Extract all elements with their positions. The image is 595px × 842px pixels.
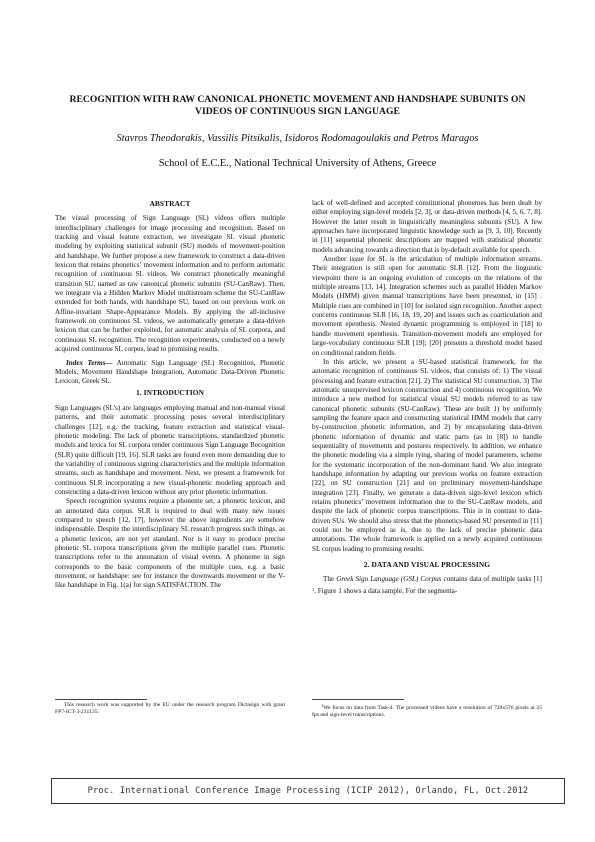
intro-heading: 1. INTRODUCTION [135,387,205,397]
p4-prefix: The [323,575,337,584]
footnote-ref-1: 1 [312,586,315,592]
footnote-left [55,702,285,716]
paper-authors: Stavros Theodorakis, Vassilis Pitsikalis, Isidoros Rodomagoulakis and Petros Maragos [116,133,479,144]
right-paragraph-3: In this article, we present a SU-based statistical framework, for the automatic recognition of continuous SL videos, that consists of: 1) The visual processing and feature extraction [21]. 2) The statistical SU construction. 3) The automatic unsupervised lexicon construction and 4) continuous recognition. We introduce a new method for statistical visual SU models referred to as raw canonical phonetic subunits (SU-CanRaw). These are built 1) by uniformly sampling the feature space and constructing statistical HMM models that carry by-construction phonetic information, and 2) by encapsulating data-driven phonetic information of dynamic and static parts (as in [8]) to handle sequentiality of movements and postures respectively. In addition, we enhance the phonetic modeling via a simple tying, sharing of model parameters, scheme for the systematic incorporation of the non-dominant hand. We also integrate handshape information by adapting our previous works on feature extraction [22], on SU construction [21] and on preliminary movement-handshape integration [23]. Finally, we generate a data-driven sign-level lexicon which retains phonetics’ movement information due to the SU-CanRaw models, and despite the lack of phonetic corpus transcriptions. This is in contrast to data-driven SUs. We should also stress that the phonetics-based SU presented in [11] could not be employed as is, due to the lack of precise phonetic data annotations. The whole framework is applied on a newly acquired continuous SL corpus leading to promising results. [312,357,542,553]
intro-paragraph-1: Sign Languages (SL’s) are languages employing manual and non-manual visual patterns, and their automatic processing poses several interdisciplinary challenges [12], e.g. the tracking, feature extraction and statistical visual-phonetic modeling. The lack of phonetic transcriptions, standardized phonetic models and lexica for SL corpora render continuous Sign Language Recognition (SLR) quite difficult [19, 16]. SLR tasks are found even more demanding due to the variability of continuous signing characteristics and the multiple information streams, such as handshape and movement. Next, we present a framework for continuous SLR incorporating a new visual-phonetic modeling approach and constructing a data-driven lexicon without any prior phonetic information. [55,403,285,496]
footnote-rule-right [312,699,404,700]
right-paragraph-1: lack of well-defined and accepted constitutional phonemes has been dealt by either employing sign-level models [2, 3], or data-driven methods [4, 5, 6, 7, 8]. However the latter result in linguistically meaningless subunits (SU). A few approaches have incorporated linguistic knowledge such as [9, 3, 10]. Recently in [11] sequential phonetic descriptions are mapped with statistical phonetic models advancing towards a direction that is by-default available for speech. [312,199,542,254]
index-terms [55,359,285,387]
footnote-right-body: We focus on data from Task-4. The processed videos have a resolution of 720x576 pixels at 25 fps and sign-level transcriptions. [312,705,542,719]
paper-affiliation: School of E.C.E., National Technical University of Athens, Greece [158,158,437,169]
paper-title: RECOGNITION WITH RAW CANONICAL PHONETIC MOVEMENT AND HANDSHAPE SUBUNITS ON VIDEOS OF CONTINUOUS SIGN LANGUAGE [69,94,526,118]
p4-body: contains data of multiple tasks [1] [441,575,542,584]
footer-citation: Proc. International Conference Image Processing (ICIP 2012), Orlando, FL, Oct.2012 [87,786,529,796]
index-terms-label: Index Terms— [66,358,113,367]
abstract-text: The visual processing of Sign Language (SL) videos offers multiple interdisciplinary challenges for image processing and recognition. Based on tracking and visual feature extraction, we investigate SL visual phonetic modeling by exploiting statistical subunit (SU) models of movement-position and handshape. We further propose a new framework to construct a data-driven lexicon that retains phonetics’ movement information and to perform automatic recognition of continuous SL videos. We construct phonetically meaningful transition SU, named as raw canonical phonetic subunits (SU-CanRaw). Then, we integrate via a Hidden Markov Model multistream scheme the SU-CanRaw extended for both hands, with handshape SU, based on our previous work on Affine-invariant Shape-Appearance Models. By applying the all-inclusive framework on continuous SL videos, we automatically generate a data-driven lexicon that can be further exploited, for automatic analysis of SL corpora, and continuous SL recognition. The recognition experiments, conducted on a newly acquired continuous SL corpus, lead to promising results. [55,214,285,354]
abstract-heading: ABSTRACT [149,199,191,208]
footnote-rule-left [55,699,147,700]
p4-end: . Figure 1 shows a data sample. For the segmenta- [314,586,458,595]
footnote-right [312,702,542,719]
footnote-left-text: This research work was supported by the EU under the research program Dictasign with grant FP7-ICT-3-231135. [55,702,285,716]
right-column [312,199,542,596]
footnote-mark: 1 [321,703,324,708]
corpus-name: Greek Sign Language (GSL) Corpus [336,575,442,584]
index-terms-text: Automatic Sign Language (SL) Recognition, Phonetic Models, Movement Handshape Integration, Automatic Data-Driven Phonetic Lexicon, Greek SL. [55,358,285,386]
right-paragraph-4 [312,575,542,596]
intro-paragraph-2: Speech recognition systems require a phoneme set, a phonetic lexicon, and an annotated data corpus. SLR is required to deal with many new issues compared to speech [12, 17], however the above ingredients are somehow indispensable. Despite the interdisciplinary SL research progress such things, as a phonetic lexicon, are not yet standard. Nor is it easy to produce precise phonetic SL corpora transcriptions given the multiple parallel cues. Phonetic transcriptions refer to the annonation of visual events. A phoneme in sign corresponds to the basic components of the multiple cues, e.g. a basic movement, or handshape: see for instance the downwards movement or the V-like handshape in Fig. 1(a) for sign SATISFACTION. The [55,497,285,590]
left-column [55,199,285,591]
footnote-right-text [312,702,542,719]
right-paragraph-2: Another issue for SL is the articulation of multiple information streams. Their integration is still open for automatic SLR [12]. From the linguistic viewpoint there is an ongoing evolution of concepts on the relations of the multiple streams [13, 14]. Integration schemes such as parallel Hidden Markov Models (HMM) given manual transcriptions have been presented, in [15] . Multiple cues are combined in [10] for isolated sign recognition. Another aspect concerns continuous SLR [16, 18, 19, 20] and issues such as coarticulation and movement epenthesis. Nested dynamic programming is employed in [18] to handle movement epenthesis. Transition-movement models are employed for large-vocabulary continuous SLR [19]; [20] presents a threshold model based on conditional random fields. [312,255,542,357]
section2-heading: 2. DATA AND VISUAL PROCESSING [363,560,491,570]
